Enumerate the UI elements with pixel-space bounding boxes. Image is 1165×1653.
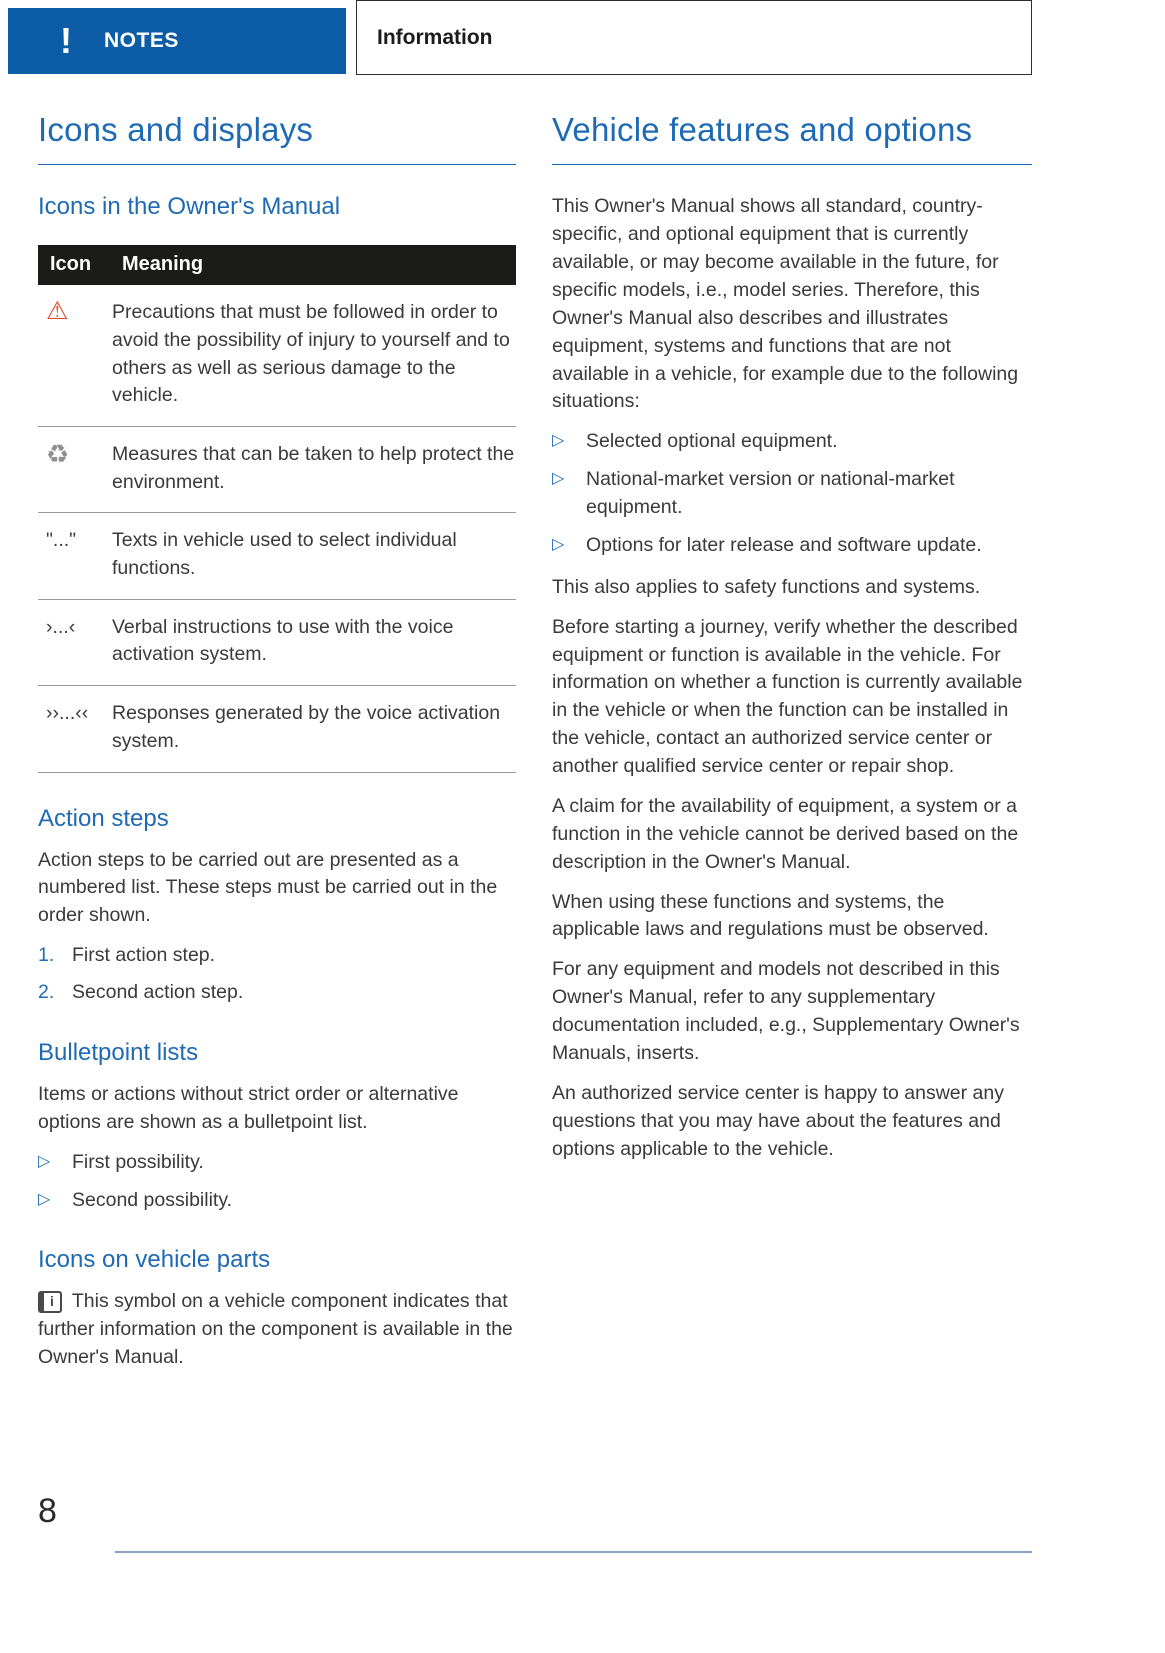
left-column: [38, 112, 516, 1384]
list-item: [38, 1149, 516, 1177]
triangle-bullet-icon: ▷: [552, 432, 565, 450]
list-item: [552, 428, 1032, 456]
owners-manual-icon: i: [38, 1291, 62, 1313]
action-step: [38, 979, 516, 1007]
list-item: [552, 466, 1032, 522]
notes-badge: [8, 8, 346, 74]
action-step: [38, 942, 516, 970]
left-column-title: Icons and displays: [38, 112, 516, 165]
list-item-text: First possibility.: [72, 1150, 204, 1173]
table-cell-meaning: Responses generated by the voice activation system.: [112, 702, 501, 752]
icons-on-vehicle-parts-text: [38, 1288, 516, 1372]
list-item: [552, 532, 1032, 560]
warning-triangle-icon: ⚠: [46, 297, 69, 326]
action-steps-heading: Action steps: [38, 804, 169, 832]
step-text: First action step.: [72, 944, 216, 967]
paragraph: A claim for the availability of equipment, a system or a function in the vehicle cannot be derived based on the description in the Owner's Manual.: [552, 794, 1019, 873]
list-item: [38, 1187, 516, 1215]
triangle-bullet-icon: ▷: [552, 535, 565, 553]
right-column-title: Vehicle features and options: [552, 112, 1032, 165]
icons-on-vehicle-parts-body: This symbol on a vehicle component indicates that further information on the component is available in the Owner's Manual.: [38, 1290, 513, 1369]
icons-in-manual-subtitle: Icons in the Owner's Manual: [38, 193, 341, 221]
right-column: [552, 112, 1032, 1175]
bullet-list: [552, 428, 1032, 560]
header-info-box: [356, 0, 1032, 75]
page-number: 8: [38, 1492, 57, 1530]
triangle-bullet-icon: ▷: [552, 470, 565, 488]
features-intro: This Owner's Manual shows all standard, country-specific, and optional equipment that is currently available, or may become available in the future, for specific models, i.e., model series. Therefore, this Owner's Manual also describes and illustrates equipment, systems and functions that are not available in a vehicle, for example due to the following situations:: [552, 195, 1019, 413]
bulletpoint-lists-intro: Items or actions without strict order or alternative options are shown as a bulletpoint list.: [38, 1082, 459, 1133]
table-row: [38, 285, 516, 426]
display-text-symbol: "...": [46, 529, 77, 552]
list-item-text: Options for later release and software update.: [586, 533, 982, 556]
environment-icon: ♻: [46, 439, 70, 470]
voice-response-symbol: ››...‹‹: [46, 702, 89, 725]
triangle-bullet-icon: ▷: [38, 1152, 51, 1170]
step-number: 1.: [38, 944, 55, 967]
footer-rule: [115, 1551, 1032, 1553]
paragraph: When using these functions and systems, the applicable laws and regulations must be observed.: [552, 890, 989, 941]
step-number: 2.: [38, 981, 55, 1004]
action-steps-intro: Action steps to be carried out are presented as a numbered list. These steps must be carried out in the order shown.: [38, 848, 498, 927]
list-item-text: Selected optional equipment.: [586, 430, 838, 453]
paragraph: An authorized service center is happy to answer any questions that you may have about the features and options applicable to the vehicle.: [552, 1081, 1004, 1160]
icons-meaning-table: [38, 245, 516, 772]
paragraph: Before starting a journey, verify whether the described equipment or function is available in the vehicle. For information on whether a function is currently available in the vehicle or when the function can be installed in the vehicle, contact an authorized service center or another qualified service center or repair shop.: [552, 615, 1023, 778]
notes-label: NOTES: [104, 29, 179, 52]
icons-on-vehicle-parts-heading: Icons on vehicle parts: [38, 1246, 271, 1274]
triangle-bullet-icon: ▷: [38, 1190, 51, 1208]
header-info-label: Information: [377, 25, 493, 49]
voice-command-symbol: ›...‹: [46, 615, 76, 638]
list-item-text: National-market version or national-market equipment.: [586, 468, 955, 519]
table-row: [38, 513, 516, 599]
table-cell-meaning: Precautions that must be followed in order to avoid the possibility of injury to yourself and to others as well as serious damage to the vehicle.: [112, 301, 510, 407]
bullet-list: [38, 1149, 516, 1215]
table-cell-meaning: Measures that can be taken to help protect the environment.: [112, 443, 515, 493]
exclamation-icon: !: [60, 20, 72, 61]
bulletpoint-lists-heading: Bulletpoint lists: [38, 1038, 199, 1066]
icon-column-header: Icon: [38, 245, 112, 285]
list-item-text: Second possibility.: [72, 1188, 233, 1211]
paragraph: This also applies to safety functions and systems.: [552, 575, 981, 598]
paragraph: For any equipment and models not described in this Owner's Manual, refer to any supplementary documentation included, e.g., Supplementary Owner's Manuals, inserts.: [552, 958, 1020, 1064]
meaning-column-header: Meaning: [112, 245, 516, 285]
step-text: Second action step.: [72, 981, 244, 1004]
table-cell-meaning: Texts in vehicle used to select individual functions.: [112, 529, 457, 580]
table-header-row: [38, 245, 516, 285]
table-row: [38, 686, 516, 772]
table-row: [38, 599, 516, 685]
table-cell-meaning: Verbal instructions to use with the voice activation system.: [112, 615, 454, 666]
table-row: [38, 427, 516, 513]
